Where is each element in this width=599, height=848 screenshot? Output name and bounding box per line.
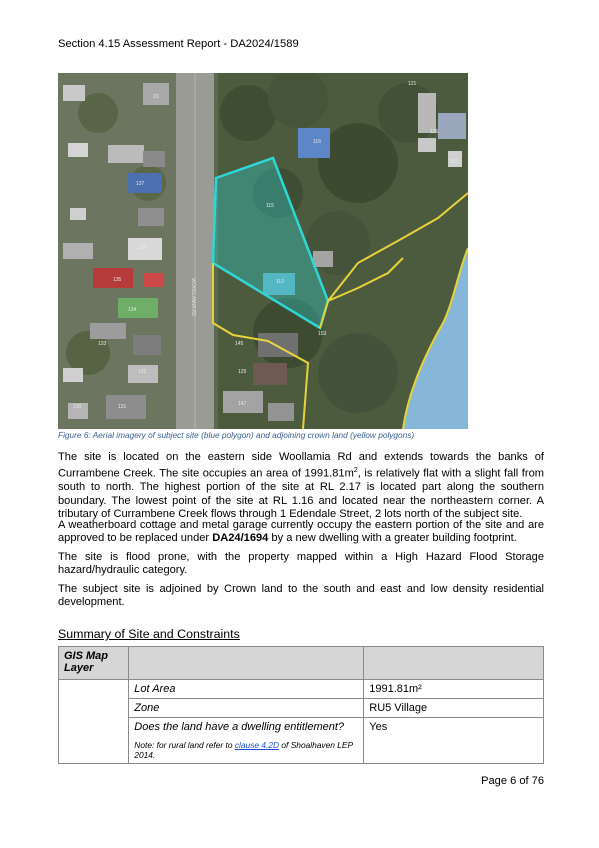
row-value-zone: RU5 Village (364, 699, 544, 718)
row-value-lot-area: 1991.81m² (364, 680, 544, 699)
svg-text:153: 153 (318, 331, 327, 337)
site-constraints-table (58, 646, 544, 764)
svg-text:147: 147 (238, 401, 247, 407)
svg-text:145: 145 (235, 341, 244, 347)
row-value-dwelling-entitlement: Yes (364, 718, 544, 764)
row-label-zone: Zone (129, 699, 364, 718)
figure-caption: Figure 6: Aerial imagery of subject site (blue polygon) and adjoining crown land (yellow polygons) (58, 430, 415, 440)
svg-text:116: 116 (313, 139, 321, 145)
gis-map-layer-header: GIS Map Layer (64, 650, 109, 674)
da-reference: DA24/1694 (212, 532, 269, 545)
svg-text:133: 133 (98, 341, 107, 347)
clause-link[interactable]: clause 4.2D (234, 740, 280, 750)
svg-text:113: 113 (276, 279, 284, 285)
rural-land-note: Note: for rural land refer to clause 4.2D of Shoalhaven LEP 2014. (134, 740, 353, 760)
table-row (59, 718, 544, 764)
svg-text:121: 121 (408, 81, 417, 87)
svg-text:131: 131 (118, 404, 127, 410)
svg-text:115: 115 (266, 203, 274, 209)
svg-text:136: 136 (430, 129, 439, 135)
road-label: WOOLLAMIA RD (190, 278, 196, 317)
aerial-map (58, 73, 468, 429)
svg-text:134: 134 (128, 307, 137, 313)
svg-text:138: 138 (138, 245, 147, 251)
paragraph-site-location: The site is located on the eastern side Woollamia Rd and extends towards the banks of Currambene Creek. The site occupies an area of $1991.81m^2$, is relatively flat with a slight fall from south to north. The highest portion of the site at RL 2.17 is located part along the southern boundary. The lowest point of the site at RL 1.16 and located near the northeastern corner. A tributary of Currambene Creek flows through 1 Edendale Street, 2 lots north of the subject site. (58, 451, 544, 520)
page-header: Section 4.15 Assessment Report - DA2024/1589 (58, 38, 299, 50)
table-row (59, 699, 544, 718)
svg-text:130: 130 (73, 404, 82, 410)
paragraph-adjoining-land: The subject site is adjoined by Crown land to the south and east and low density residential development. (58, 583, 544, 609)
svg-text:135: 135 (113, 277, 122, 283)
row-label-dwelling-entitlement: Does the land have a dwelling entitlement? (134, 721, 345, 733)
table-row (59, 680, 544, 699)
svg-text:23: 23 (153, 94, 159, 100)
row-label-lot-area: Lot Area (129, 680, 364, 699)
page-number: Page 6 of 76 (481, 775, 544, 787)
paragraph-flood: The site is flood prone, with the property mapped within a High Hazard Flood Storage hazard/hydraulic category. (58, 551, 544, 577)
table-header-row (59, 647, 544, 680)
svg-text:132: 132 (138, 369, 147, 375)
paragraph-existing-development: A weatherboard cottage and metal garage currently occupy the eastern portion of the site and are approved to be replaced under DA24/1694 by a new dwelling with a greater building footprint. (58, 519, 544, 545)
svg-text:137: 137 (136, 181, 145, 187)
section-title: Summary of Site and Constraints (58, 627, 240, 641)
svg-text:152: 152 (450, 159, 459, 165)
aerial-image (58, 73, 468, 429)
svg-text:129: 129 (238, 369, 247, 375)
